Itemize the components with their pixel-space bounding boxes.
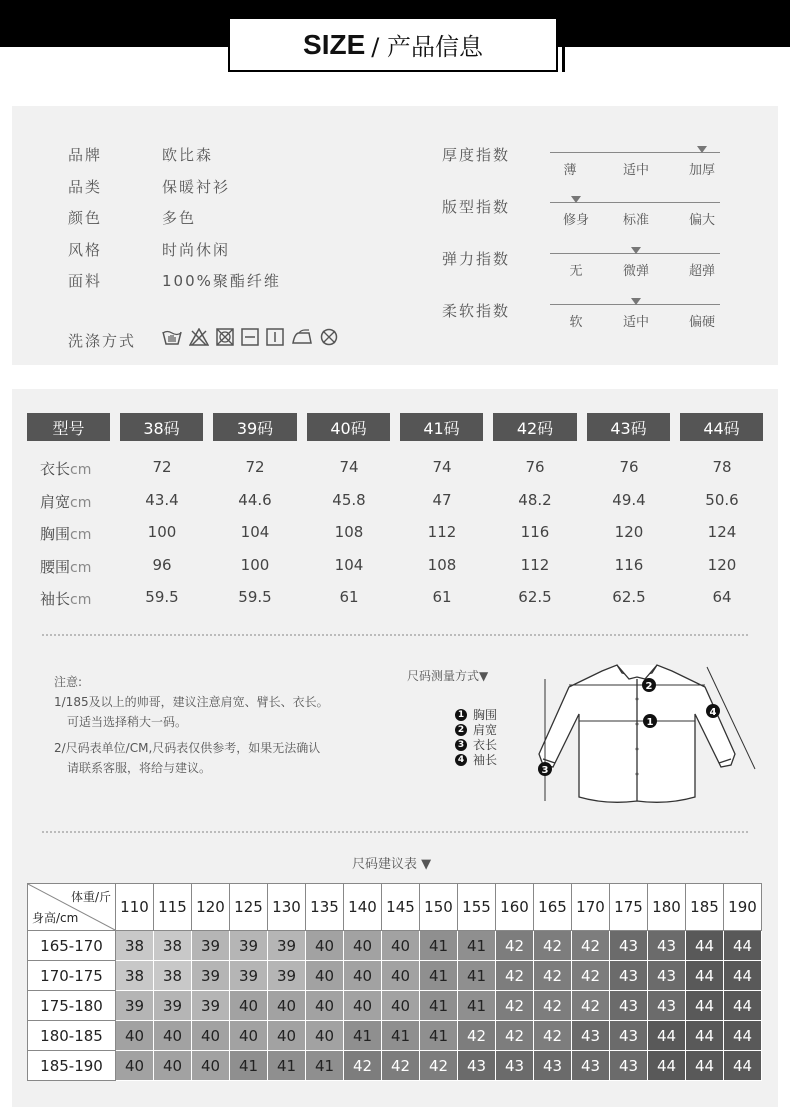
note-item bbox=[54, 692, 329, 732]
recommend-cell: 43 bbox=[648, 961, 686, 991]
recommend-cell: 42 bbox=[458, 1021, 496, 1051]
size-cell: 49.4 bbox=[612, 490, 646, 509]
recommend-cell: 41 bbox=[420, 961, 458, 991]
size-cell: 96 bbox=[152, 555, 172, 574]
recommend-cell: 39 bbox=[230, 961, 268, 991]
size-chart-panel bbox=[12, 389, 778, 1107]
table-row bbox=[28, 961, 762, 991]
no-bleach-icon bbox=[189, 328, 209, 346]
recommend-cell: 41 bbox=[458, 991, 496, 1021]
size-cell: 76 bbox=[525, 458, 545, 476]
weight-header: 145 bbox=[382, 884, 420, 931]
index-label: 厚度指数 bbox=[442, 146, 511, 164]
scale-marker bbox=[571, 196, 581, 203]
recommend-cell: 41 bbox=[344, 1021, 382, 1051]
height-range: 165-170 bbox=[28, 931, 116, 961]
weight-header: 180 bbox=[648, 884, 686, 931]
attr-label: 颜色 bbox=[68, 209, 103, 227]
elasticity-scale bbox=[550, 247, 720, 277]
recommend-cell: 40 bbox=[192, 1021, 230, 1051]
size-cell: 120 bbox=[707, 555, 737, 574]
title-shadow bbox=[562, 47, 565, 72]
recommend-cell: 40 bbox=[268, 1021, 306, 1051]
recommend-table bbox=[27, 883, 762, 1081]
recommend-cell: 39 bbox=[268, 931, 306, 961]
size-row-unit: cm bbox=[70, 494, 92, 511]
size-header: 44码 bbox=[680, 413, 763, 441]
svg-text:4: 4 bbox=[709, 707, 717, 718]
recommend-cell: 42 bbox=[572, 991, 610, 1021]
wash-icons bbox=[162, 328, 338, 346]
recommend-cell: 43 bbox=[572, 1051, 610, 1081]
size-cell: 47 bbox=[432, 490, 452, 509]
recommend-cell: 44 bbox=[686, 1021, 724, 1051]
index-label: 版型指数 bbox=[442, 198, 511, 216]
no-dry-clean-icon bbox=[320, 328, 338, 346]
size-cell: 62.5 bbox=[612, 588, 646, 606]
recommend-cell: 42 bbox=[534, 991, 572, 1021]
size-cell: 104 bbox=[334, 555, 364, 574]
svg-text:2: 2 bbox=[645, 681, 653, 692]
size-header: 41码 bbox=[400, 413, 483, 441]
recommend-cell: 39 bbox=[192, 991, 230, 1021]
divider bbox=[42, 634, 748, 636]
recommend-cell: 40 bbox=[230, 991, 268, 1021]
size-header: 39码 bbox=[213, 413, 297, 441]
recommend-cell: 40 bbox=[154, 1051, 192, 1081]
note-line: 可适当选择稍大一码。 bbox=[67, 715, 188, 729]
page-title bbox=[228, 17, 558, 72]
attr-value: 时尚休闲 bbox=[162, 241, 231, 259]
iron-icon bbox=[291, 328, 313, 346]
hand-wash-icon bbox=[162, 328, 182, 346]
size-cell: 45.8 bbox=[332, 490, 366, 509]
recommend-cell: 42 bbox=[496, 961, 534, 991]
recommend-cell: 38 bbox=[154, 961, 192, 991]
recommend-cell: 44 bbox=[686, 961, 724, 991]
size-row-label bbox=[40, 458, 91, 479]
size-cell: 108 bbox=[334, 523, 364, 541]
recommend-cell: 42 bbox=[534, 961, 572, 991]
height-label: 身高/cm bbox=[32, 911, 79, 925]
divider bbox=[42, 831, 748, 833]
size-row-name: 肩宽 bbox=[40, 492, 71, 511]
attr-label: 风格 bbox=[68, 241, 103, 259]
recommend-cell: 39 bbox=[268, 961, 306, 991]
recommend-cell: 42 bbox=[382, 1051, 420, 1081]
size-cell: 64 bbox=[712, 588, 732, 606]
scale-marker bbox=[631, 247, 641, 254]
size-cell: 48.2 bbox=[518, 490, 552, 509]
note-line: 1/185及以上的帅哥，建议注意肩宽、臂长、衣长。 bbox=[54, 695, 329, 709]
weight-header: 170 bbox=[572, 884, 610, 931]
recommend-cell: 44 bbox=[724, 991, 762, 1021]
size-row-label bbox=[40, 556, 91, 577]
recommend-cell: 44 bbox=[724, 961, 762, 991]
fit-scale bbox=[550, 196, 720, 226]
height-range: 185-190 bbox=[28, 1051, 116, 1081]
size-row-name: 袖长 bbox=[40, 590, 71, 608]
measure-title: 尺码测量方式▼ bbox=[407, 669, 489, 683]
recommend-cell: 40 bbox=[306, 931, 344, 961]
attr-label: 品类 bbox=[68, 178, 103, 196]
notes-title: 注意: bbox=[54, 675, 83, 689]
recommend-cell: 40 bbox=[344, 931, 382, 961]
height-range: 175-180 bbox=[28, 991, 116, 1021]
recommend-cell: 40 bbox=[306, 991, 344, 1021]
attr-label: 面料 bbox=[68, 272, 103, 290]
recommend-cell: 42 bbox=[496, 1021, 534, 1051]
weight-header: 175 bbox=[610, 884, 648, 931]
recommend-cell: 38 bbox=[116, 961, 154, 991]
recommend-cell: 42 bbox=[420, 1051, 458, 1081]
recommend-cell: 43 bbox=[534, 1051, 572, 1081]
line-dry-icon bbox=[241, 328, 259, 346]
recommend-cell: 41 bbox=[306, 1051, 344, 1081]
size-cell: 72 bbox=[152, 458, 172, 476]
recommend-cell: 39 bbox=[116, 991, 154, 1021]
recommend-cell: 41 bbox=[382, 1021, 420, 1051]
scale-option: 偏大 bbox=[688, 213, 716, 228]
weight-header: 115 bbox=[154, 884, 192, 931]
weight-header: 120 bbox=[192, 884, 230, 931]
height-range: 180-185 bbox=[28, 1021, 116, 1051]
recommend-cell: 44 bbox=[686, 991, 724, 1021]
size-header-label: 型号 bbox=[27, 413, 110, 441]
size-cell: 120 bbox=[614, 523, 644, 541]
recommend-cell: 40 bbox=[344, 991, 382, 1021]
size-cell: 74 bbox=[432, 458, 452, 476]
weight-header: 140 bbox=[344, 884, 382, 931]
size-cell: 76 bbox=[619, 458, 639, 476]
recommend-cell: 40 bbox=[268, 991, 306, 1021]
scale-option: 软 bbox=[569, 315, 583, 330]
size-row-name: 腰围 bbox=[40, 557, 71, 576]
weight-header: 125 bbox=[230, 884, 268, 931]
size-cell: 72 bbox=[245, 458, 265, 476]
scale-option: 加厚 bbox=[688, 163, 716, 178]
recommend-cell: 40 bbox=[116, 1051, 154, 1081]
recommend-cell: 42 bbox=[572, 961, 610, 991]
attr-value: 100%聚酯纤维 bbox=[162, 272, 281, 290]
recommend-cell: 44 bbox=[724, 931, 762, 961]
recommend-cell: 44 bbox=[724, 1021, 762, 1051]
recommend-cell: 40 bbox=[230, 1021, 268, 1051]
size-cell: 44.6 bbox=[238, 490, 272, 509]
softness-scale bbox=[550, 298, 720, 328]
size-cell: 116 bbox=[520, 523, 550, 541]
note-line: 请联系客服，将给与建议。 bbox=[67, 761, 212, 775]
recommend-cell: 41 bbox=[458, 961, 496, 991]
scale-option: 无 bbox=[569, 264, 583, 279]
size-row-unit: cm bbox=[70, 462, 92, 478]
recommend-cell: 44 bbox=[686, 931, 724, 961]
drip-dry-icon bbox=[266, 328, 284, 346]
recommend-cell: 44 bbox=[648, 1021, 686, 1051]
size-row-unit: cm bbox=[70, 592, 92, 608]
size-cell: 78 bbox=[712, 458, 732, 476]
size-cell: 112 bbox=[520, 555, 550, 574]
legend-label: 衣长 bbox=[473, 738, 498, 752]
legend-label: 胸围 bbox=[473, 708, 498, 722]
weight-header: 185 bbox=[686, 884, 724, 931]
weight-header: 190 bbox=[724, 884, 762, 931]
scale-option: 偏硬 bbox=[688, 315, 716, 330]
legend-label: 袖长 bbox=[473, 753, 498, 767]
size-header: 40码 bbox=[307, 413, 390, 441]
recommend-cell: 41 bbox=[268, 1051, 306, 1081]
recommend-cell: 41 bbox=[458, 931, 496, 961]
recommend-cell: 40 bbox=[306, 1021, 344, 1051]
size-cell: 59.5 bbox=[145, 588, 179, 606]
recommend-cell: 41 bbox=[230, 1051, 268, 1081]
scale-option: 适中 bbox=[622, 315, 650, 330]
size-cell: 112 bbox=[427, 523, 457, 541]
title-sub: / 产品信息 bbox=[371, 33, 483, 61]
scale-option: 超弹 bbox=[688, 264, 716, 279]
note-line: 2/尺码表单位/CM,尺码表仅供参考，如果无法确认 bbox=[54, 741, 321, 755]
recommend-cell: 40 bbox=[382, 991, 420, 1021]
weight-header: 135 bbox=[306, 884, 344, 931]
size-cell: 62.5 bbox=[518, 588, 552, 606]
thickness-scale bbox=[550, 146, 720, 176]
size-row-name: 衣长 bbox=[40, 460, 71, 478]
size-cell: 59.5 bbox=[238, 588, 272, 606]
table-row bbox=[28, 931, 762, 961]
index-label: 柔软指数 bbox=[442, 302, 511, 320]
size-header: 42码 bbox=[493, 413, 577, 441]
recommend-cell: 43 bbox=[648, 991, 686, 1021]
recommend-cell: 43 bbox=[610, 961, 648, 991]
recommend-cell: 41 bbox=[420, 991, 458, 1021]
size-cell: 124 bbox=[707, 523, 737, 541]
height-range: 170-175 bbox=[28, 961, 116, 991]
recommend-cell: 42 bbox=[496, 931, 534, 961]
recommend-cell: 43 bbox=[610, 1051, 648, 1081]
attr-value: 多色 bbox=[162, 209, 197, 227]
recommend-cell: 42 bbox=[534, 931, 572, 961]
attr-value: 欧比森 bbox=[162, 146, 214, 164]
recommend-cell: 41 bbox=[420, 931, 458, 961]
scale-option: 适中 bbox=[622, 163, 650, 178]
size-cell: 43.4 bbox=[145, 490, 179, 509]
weight-header: 155 bbox=[458, 884, 496, 931]
recommend-cell: 44 bbox=[686, 1051, 724, 1081]
weight-label: 体重/斤 bbox=[70, 890, 111, 904]
recommend-cell: 39 bbox=[192, 961, 230, 991]
shirt-measure-diagram bbox=[517, 659, 757, 809]
no-tumble-dry-icon bbox=[216, 328, 234, 346]
note-item bbox=[54, 738, 320, 778]
size-row-label bbox=[40, 523, 91, 544]
title-main: SIZE bbox=[303, 28, 366, 60]
wash-label: 洗涤方式 bbox=[68, 332, 137, 350]
index-label: 弹力指数 bbox=[442, 250, 511, 268]
scale-marker bbox=[697, 146, 707, 153]
recommend-cell: 43 bbox=[610, 1021, 648, 1051]
size-row-unit: cm bbox=[70, 559, 92, 576]
product-info-panel bbox=[12, 106, 778, 365]
recommend-cell: 43 bbox=[610, 931, 648, 961]
scale-marker bbox=[631, 298, 641, 305]
scale-option: 微弹 bbox=[622, 264, 650, 279]
size-cell: 50.6 bbox=[705, 490, 739, 509]
legend-item bbox=[455, 751, 497, 768]
recommend-cell: 42 bbox=[496, 991, 534, 1021]
recommend-cell: 40 bbox=[344, 961, 382, 991]
recommend-title: 尺码建议表 ▼ bbox=[352, 857, 432, 872]
legend-number: 2 bbox=[455, 724, 467, 736]
size-cell: 108 bbox=[427, 555, 457, 574]
legend-number: 4 bbox=[455, 754, 467, 766]
weight-header: 130 bbox=[268, 884, 306, 931]
size-cell: 104 bbox=[240, 523, 270, 541]
recommend-cell: 39 bbox=[192, 931, 230, 961]
weight-header: 150 bbox=[420, 884, 458, 931]
recommend-cell: 44 bbox=[648, 1051, 686, 1081]
recommend-cell: 42 bbox=[534, 1021, 572, 1051]
size-row-label bbox=[40, 491, 91, 512]
recommend-cell: 40 bbox=[116, 1021, 154, 1051]
size-cell: 74 bbox=[339, 458, 359, 476]
recommend-cell: 41 bbox=[420, 1021, 458, 1051]
recommend-cell: 43 bbox=[610, 991, 648, 1021]
size-cell: 61 bbox=[432, 588, 452, 606]
size-cell: 116 bbox=[614, 555, 644, 574]
size-header: 43码 bbox=[587, 413, 670, 441]
size-row-label bbox=[40, 588, 91, 609]
recommend-cell: 40 bbox=[306, 961, 344, 991]
table-row bbox=[28, 991, 762, 1021]
recommend-cell: 38 bbox=[116, 931, 154, 961]
attr-label: 品牌 bbox=[68, 146, 103, 164]
size-header: 38码 bbox=[120, 413, 203, 441]
recommend-cell: 40 bbox=[382, 931, 420, 961]
recommend-cell: 40 bbox=[154, 1021, 192, 1051]
recommend-cell: 42 bbox=[572, 931, 610, 961]
recommend-cell: 44 bbox=[724, 1051, 762, 1081]
recommend-cell: 40 bbox=[382, 961, 420, 991]
recommend-cell: 43 bbox=[572, 1021, 610, 1051]
weight-header: 165 bbox=[534, 884, 572, 931]
size-row-name: 胸围 bbox=[40, 525, 71, 543]
recommend-header-row bbox=[28, 884, 762, 931]
scale-option: 薄 bbox=[563, 163, 577, 178]
table-row bbox=[28, 1021, 762, 1051]
scale-option: 修身 bbox=[562, 213, 590, 228]
size-cell: 100 bbox=[147, 523, 177, 541]
svg-text:3: 3 bbox=[541, 765, 549, 776]
recommend-corner bbox=[28, 884, 116, 931]
size-row-unit: cm bbox=[70, 527, 92, 543]
legend-label: 肩宽 bbox=[473, 723, 498, 737]
recommend-cell: 43 bbox=[648, 931, 686, 961]
attr-value: 保暖衬衫 bbox=[162, 178, 231, 196]
recommend-cell: 39 bbox=[230, 931, 268, 961]
weight-header: 160 bbox=[496, 884, 534, 931]
svg-text:1: 1 bbox=[646, 717, 654, 728]
legend-number: 1 bbox=[455, 709, 467, 721]
size-cell: 61 bbox=[339, 588, 359, 606]
legend-number: 3 bbox=[455, 739, 467, 751]
recommend-cell: 42 bbox=[344, 1051, 382, 1081]
scale-option: 标准 bbox=[622, 213, 650, 228]
recommend-cell: 43 bbox=[496, 1051, 534, 1081]
table-row bbox=[28, 1051, 762, 1081]
recommend-cell: 40 bbox=[192, 1051, 230, 1081]
size-cell: 100 bbox=[240, 555, 270, 574]
recommend-cell: 39 bbox=[154, 991, 192, 1021]
recommend-cell: 43 bbox=[458, 1051, 496, 1081]
recommend-cell: 38 bbox=[154, 931, 192, 961]
weight-header: 110 bbox=[116, 884, 154, 931]
